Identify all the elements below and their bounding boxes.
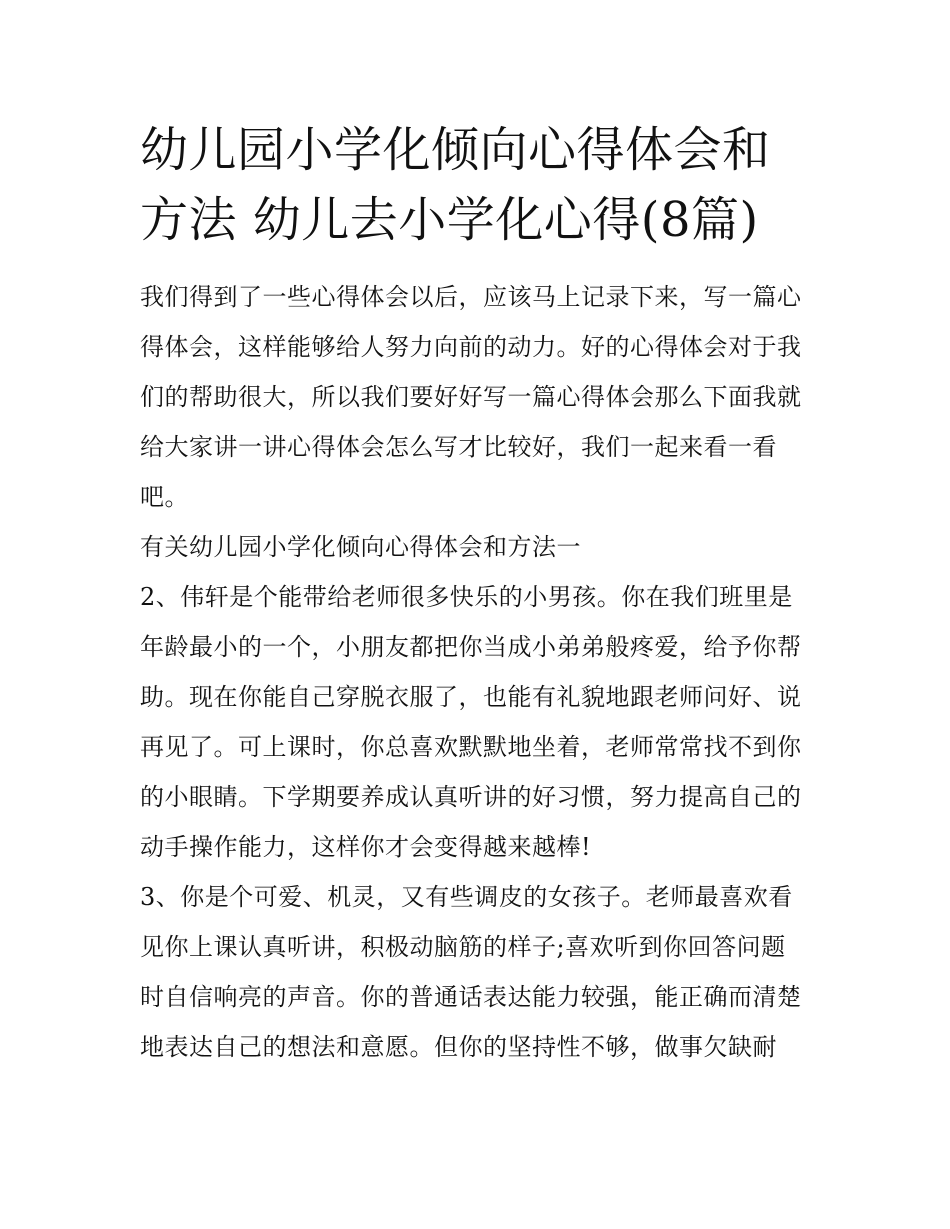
intro-line-3: 们的帮助很大，所以我们要好好写一篇心得体会那么下面我就 [140, 383, 802, 411]
item-3-line-1: 3、你是个可爱、机灵，又有些调皮的女孩子。老师最喜欢看 [140, 883, 793, 911]
item-2-line-3: 助。现在你能自己穿脱衣服了，也能有礼貌地跟老师问好、说 [140, 683, 802, 711]
item-2-line-4: 再见了。可上课时，你总喜欢默默地坐着，老师常常找不到你 [140, 733, 802, 761]
item-2-line-5: 的小眼睛。下学期要养成认真听讲的好习惯，努力提高自己的 [140, 783, 802, 811]
intro-line-4: 给大家讲一讲心得体会怎么写才比较好，我们一起来看一看 [140, 433, 777, 461]
title-line-2: 方法 幼儿去小学化心得(8篇) [140, 192, 759, 248]
document-body [140, 272, 820, 1072]
document-content [140, 115, 820, 1072]
intro-paragraph [140, 272, 820, 522]
item-3-paragraph [140, 872, 820, 1072]
intro-line-2: 得体会，这样能够给人努力向前的动力。好的心得体会对于我 [140, 333, 802, 361]
item-2-line-6: 动手操作能力，这样你才会变得越来越棒! [140, 833, 592, 861]
intro-line-5: 吧。 [140, 483, 189, 511]
item-3-line-3: 时自信响亮的声音。你的普通话表达能力较强，能正确而清楚 [140, 983, 802, 1011]
document-title [140, 115, 820, 255]
item-2-line-1: 2、伟轩是个能带给老师很多快乐的小男孩。你在我们班里是 [140, 583, 793, 611]
item-2-line-2: 年龄最小的一个，小朋友都把你当成小弟弟般疼爱，给予你帮 [140, 633, 802, 661]
intro-line-1: 我们得到了一些心得体会以后，应该马上记录下来，写一篇心 [140, 283, 802, 311]
title-line-1: 幼儿园小学化倾向心得体会和 [140, 122, 771, 178]
item-2-paragraph [140, 572, 820, 872]
item-3-line-2: 见你上课认真听讲，积极动脑筋的样子;喜欢听到你回答问题 [140, 933, 786, 961]
section-heading: 有关幼儿园小学化倾向心得体会和方法一 [140, 533, 581, 561]
item-3-line-4: 地表达自己的想法和意愿。但你的坚持性不够，做事欠缺耐 [140, 1033, 777, 1061]
